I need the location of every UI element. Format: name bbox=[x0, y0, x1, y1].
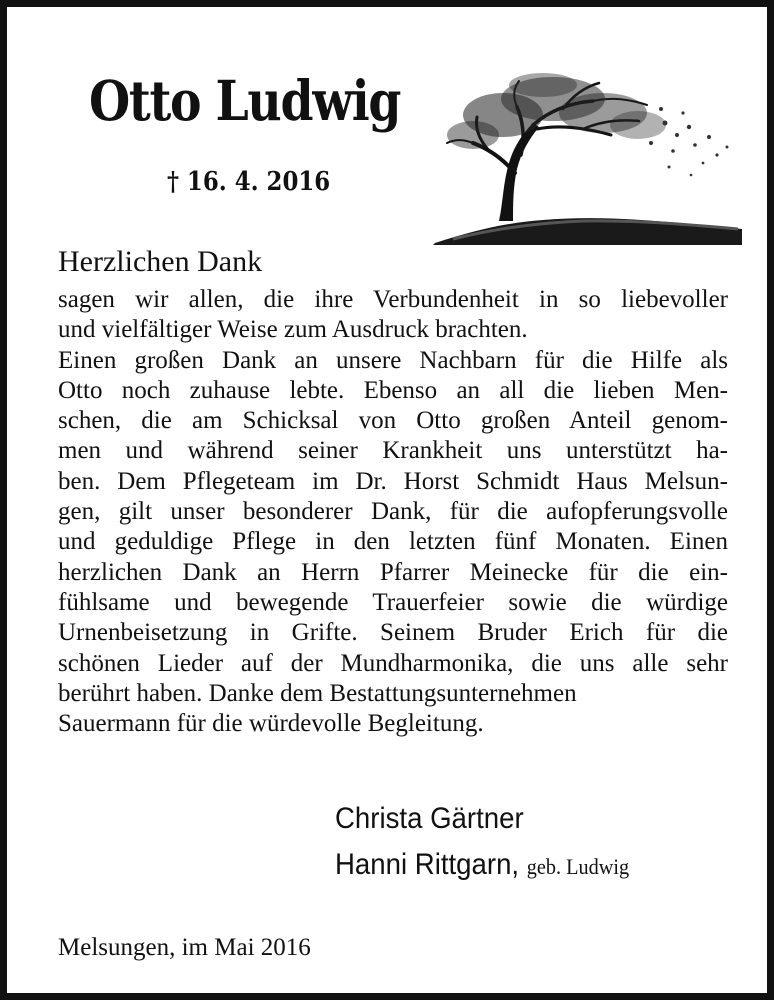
text-line: sagen wir allen, die ihre Verbundenheit in so liebevoller bbox=[58, 286, 728, 313]
windblown-tree-icon bbox=[433, 63, 743, 245]
text-line: berührt haben. Danke dem Bestattungsunternehmen bbox=[58, 679, 577, 707]
text-line: fühlsame und bewegende Trauerfeier sowie die würdige bbox=[58, 588, 728, 616]
maiden-name: geb. Ludwig bbox=[526, 854, 630, 879]
text-line: schönen Lieder auf der Mundharmonika, die uns alle sehr bbox=[58, 649, 728, 677]
greeting-heading: Herzlichen Dank bbox=[58, 245, 263, 278]
signers bbox=[335, 796, 629, 890]
thank-you-text bbox=[58, 285, 728, 739]
text-line: Einen großen Dank an unsere Nachbarn für die Hilfe als bbox=[58, 346, 728, 374]
deceased-name: Otto Ludwig bbox=[89, 68, 401, 133]
signer-name: Christa Gärtner bbox=[335, 802, 524, 835]
text-line: und vielfältiger Weise zum Ausdruck brachten. bbox=[58, 316, 528, 344]
text-line: schen, die am Schicksal von Otto großen Anteil genom- bbox=[58, 407, 728, 435]
text-line: herzlichen Dank an Herrn Pfarrer Meinecke für die ein- bbox=[58, 558, 728, 586]
text-line: gen, gilt unser besonderer Dank, für die aufopferungsvolle bbox=[58, 498, 728, 526]
text-line: ben. Dem Pflegeteam im Dr. Horst Schmidt Haus Melsun- bbox=[58, 467, 728, 495]
text-line: Otto noch zuhause lebte. Ebenso an all die lieben Men- bbox=[58, 376, 728, 404]
text-line: Urnenbeisetzung in Grifte. Seinem Bruder Erich für die bbox=[58, 619, 728, 647]
signer-name-row bbox=[335, 842, 629, 890]
signer-name: Hanni Rittgarn, bbox=[335, 848, 520, 881]
text-line: Sauermann für die würdevolle Begleitung. bbox=[58, 710, 484, 738]
place-and-date: Melsungen, im Mai 2016 bbox=[58, 934, 311, 961]
text-line: und geduldige Pflege in den letzten fünf Monaten. Einen bbox=[58, 528, 728, 556]
text-line: men und während seiner Krankheit uns unterstützt ha- bbox=[58, 437, 728, 465]
death-date: † 16. 4. 2016 bbox=[167, 167, 331, 197]
